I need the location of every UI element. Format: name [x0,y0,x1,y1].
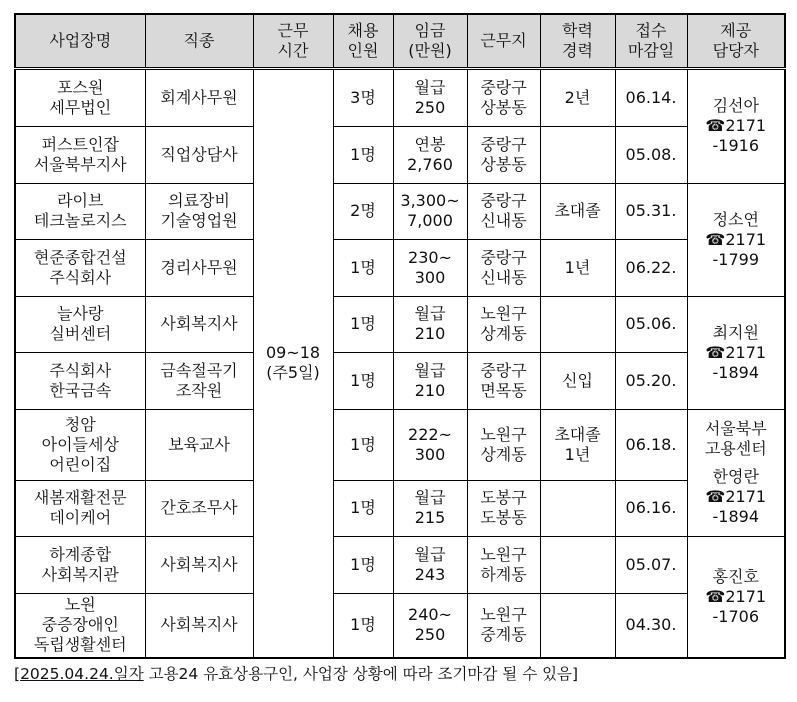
company-cell: 라이브 테크놀로지스 [15,183,145,239]
education-cell: 초대졸 1년 [540,409,615,480]
wage-cell: 월급 243 [393,537,467,593]
deadline-cell: 05.20. [615,353,687,409]
company-cell: 늘사랑 실버센터 [15,296,145,352]
count-cell: 1명 [333,593,393,658]
job-cell: 사회복지사 [145,537,253,593]
job-cell: 직업상담사 [145,127,253,183]
deadline-cell: 06.16. [615,480,687,536]
table-row [15,240,785,296]
education-cell [540,537,615,593]
header-wage: 임금 (만원) [393,14,467,68]
deadline-cell: 05.06. [615,296,687,352]
count-cell: 1명 [333,296,393,352]
hours-cell: 09~18 (주5일) [253,68,333,658]
count-cell: 2명 [333,183,393,239]
count-cell: 1명 [333,409,393,480]
deadline-cell: 05.31. [615,183,687,239]
count-cell: 1명 [333,480,393,536]
company-cell: 현준종합건설 주식회사 [15,240,145,296]
company-cell: 포스원 세무법인 [15,68,145,127]
deadline-cell: 06.22. [615,240,687,296]
location-cell: 중랑구 신내동 [467,183,540,239]
wage-cell: 월급 250 [393,68,467,127]
deadline-cell: 06.18. [615,409,687,480]
location-cell: 중랑구 상봉동 [467,68,540,127]
header-location: 근무지 [467,14,540,68]
wage-cell: 월급 210 [393,296,467,352]
education-cell [540,480,615,536]
header-job: 직종 [145,14,253,68]
header-education: 학력 경력 [540,14,615,68]
contact-cell: 정소연 ☎2171 -1799 [687,183,785,296]
wage-cell: 월급 215 [393,480,467,536]
location-cell: 노원구 상계동 [467,409,540,480]
contact-cell: 서울북부 고용센터 한영란 ☎2171 -1894 [687,409,785,537]
company-cell: 청암 아이들세상 어린이집 [15,409,145,480]
table-row [15,296,785,352]
count-cell: 3명 [333,68,393,127]
company-cell: 새봄재활전문 데이케어 [15,480,145,536]
header-count: 채용 인원 [333,14,393,68]
table-row [15,68,785,127]
location-cell: 노원구 중계동 [467,593,540,658]
wage-cell: 월급 210 [393,353,467,409]
deadline-cell: 05.08. [615,127,687,183]
count-cell: 1명 [333,127,393,183]
footer-text: 고용24 유효상용구인, 사업장 상황에 따라 조기마감 될 수 있음] [143,665,579,683]
table-row [15,409,785,480]
footer-bracket: [ [14,665,21,683]
education-cell [540,296,615,352]
wage-cell: 연봉 2,760 [393,127,467,183]
company-cell: 노원 중증장애인 독립생활센터 [15,593,145,658]
company-cell: 하계종합 사회복지관 [15,537,145,593]
header-company: 사업장명 [15,14,145,68]
count-cell: 1명 [333,353,393,409]
company-cell: 퍼스트인잡 서울북부지사 [15,127,145,183]
location-cell: 중랑구 면목동 [467,353,540,409]
education-cell: 1년 [540,240,615,296]
table-row [15,183,785,239]
table-row [15,593,785,658]
job-cell: 사회복지사 [145,296,253,352]
job-cell: 보육교사 [145,409,253,480]
job-cell: 회계사무원 [145,68,253,127]
deadline-cell: 05.07. [615,537,687,593]
education-cell: 2년 [540,68,615,127]
education-cell: 신입 [540,353,615,409]
header-contact: 제공 담당자 [687,14,785,68]
header-hours: 근무 시간 [253,14,333,68]
job-cell: 의료장비 기술영업원 [145,183,253,239]
wage-cell: 3,300~ 7,000 [393,183,467,239]
table-row [15,127,785,183]
table-row [15,353,785,409]
job-cell: 사회복지사 [145,593,253,658]
deadline-cell: 04.30. [615,593,687,658]
location-cell: 노원구 하계동 [467,537,540,593]
location-cell: 중랑구 상봉동 [467,127,540,183]
wage-cell: 222~ 300 [393,409,467,480]
job-rows [15,68,785,658]
table-row [15,480,785,536]
footer-date: 2025.04.24.일자 [20,665,144,683]
job-cell: 금속절곡기 조작원 [145,353,253,409]
education-cell [540,593,615,658]
deadline-cell: 06.14. [615,68,687,127]
contact-cell: 김선아 ☎2171 -1916 [687,68,785,183]
job-cell: 경리사무원 [145,240,253,296]
count-cell: 1명 [333,537,393,593]
education-cell: 초대졸 [540,183,615,239]
location-cell: 노원구 상계동 [467,296,540,352]
footer-note [14,662,578,686]
table-row [15,537,785,593]
count-cell: 1명 [333,240,393,296]
job-cell: 간호조무사 [145,480,253,536]
location-cell: 중랑구 신내동 [467,240,540,296]
location-cell: 도봉구 도봉동 [467,480,540,536]
company-cell: 주식회사 한국금속 [15,353,145,409]
wage-cell: 240~ 250 [393,593,467,658]
contact-cell: 최지원 ☎2171 -1894 [687,296,785,409]
header-deadline: 접수 마감일 [615,14,687,68]
contact-cell: 홍진호 ☎2171 -1706 [687,537,785,658]
job-listing-table [14,13,786,659]
header-row [15,14,785,68]
wage-cell: 230~ 300 [393,240,467,296]
education-cell [540,127,615,183]
